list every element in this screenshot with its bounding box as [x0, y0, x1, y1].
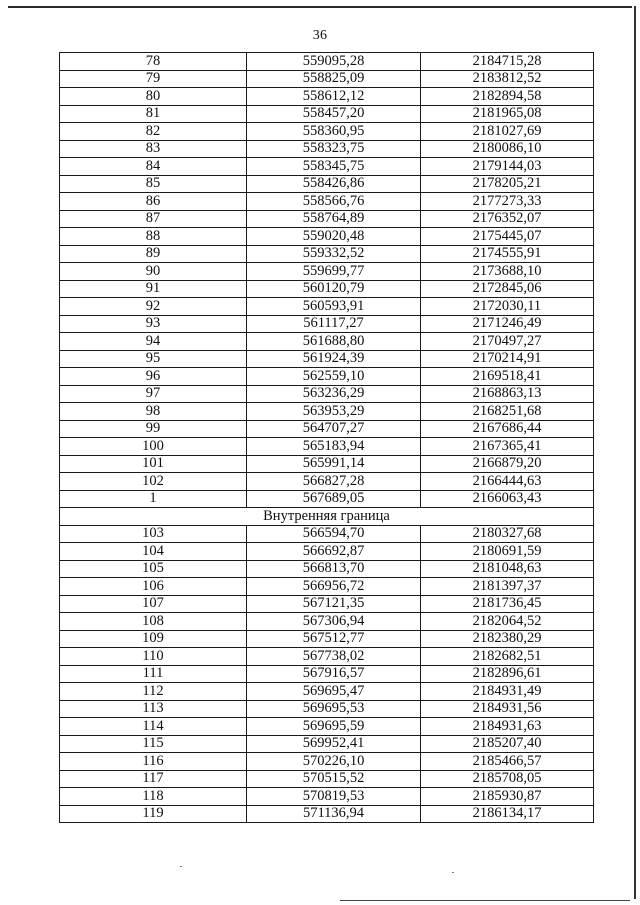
point-number-cell: 103	[60, 525, 247, 543]
y-coordinate-cell: 2169518,41	[421, 368, 594, 386]
point-number-cell: 107	[60, 595, 247, 613]
y-coordinate-cell: 2166063,43	[421, 490, 594, 508]
point-number-cell: 79	[60, 70, 247, 88]
x-coordinate-cell: 569695,47	[247, 683, 421, 701]
y-coordinate-cell: 2186134,17	[421, 805, 594, 823]
y-coordinate-cell: 2168863,13	[421, 385, 594, 403]
point-number-cell: 105	[60, 560, 247, 578]
section-header-row	[60, 508, 594, 526]
point-number-cell: 100	[60, 438, 247, 456]
point-number-cell: 86	[60, 193, 247, 211]
table-row	[60, 438, 594, 456]
point-number-cell: 116	[60, 753, 247, 771]
table-row	[60, 683, 594, 701]
x-coordinate-cell: 569695,59	[247, 718, 421, 736]
x-coordinate-cell: 569695,53	[247, 700, 421, 718]
point-number-cell: 83	[60, 140, 247, 158]
table-row	[60, 595, 594, 613]
y-coordinate-cell: 2167365,41	[421, 438, 594, 456]
x-coordinate-cell: 563236,29	[247, 385, 421, 403]
table-row	[60, 210, 594, 228]
point-number-cell: 101	[60, 455, 247, 473]
y-coordinate-cell: 2182682,51	[421, 648, 594, 666]
section-label-inner-boundary: Внутренняя граница	[60, 508, 594, 526]
y-coordinate-cell: 2184715,28	[421, 53, 594, 71]
y-coordinate-cell: 2178205,21	[421, 175, 594, 193]
table-row	[60, 700, 594, 718]
x-coordinate-cell: 570226,10	[247, 753, 421, 771]
table-row	[60, 490, 594, 508]
inner-boundary-rows	[60, 525, 594, 823]
x-coordinate-cell: 558764,89	[247, 210, 421, 228]
table-row	[60, 403, 594, 421]
point-number-cell: 114	[60, 718, 247, 736]
y-coordinate-cell: 2181965,08	[421, 105, 594, 123]
x-coordinate-cell: 564707,27	[247, 420, 421, 438]
point-number-cell: 109	[60, 630, 247, 648]
y-coordinate-cell: 2170214,91	[421, 350, 594, 368]
y-coordinate-cell: 2166444,63	[421, 473, 594, 491]
point-number-cell: 78	[60, 53, 247, 71]
point-number-cell: 102	[60, 473, 247, 491]
x-coordinate-cell: 558457,20	[247, 105, 421, 123]
scan-edge-bottom	[340, 900, 630, 901]
table-row	[60, 175, 594, 193]
table-row	[60, 228, 594, 246]
table-row	[60, 245, 594, 263]
y-coordinate-cell: 2168251,68	[421, 403, 594, 421]
x-coordinate-cell: 558345,75	[247, 158, 421, 176]
point-number-cell: 98	[60, 403, 247, 421]
table-row	[60, 385, 594, 403]
point-number-cell: 104	[60, 543, 247, 561]
scan-speck	[180, 866, 182, 867]
table-row	[60, 193, 594, 211]
y-coordinate-cell: 2182894,58	[421, 88, 594, 106]
x-coordinate-cell: 560120,79	[247, 280, 421, 298]
x-coordinate-cell: 558612,12	[247, 88, 421, 106]
x-coordinate-cell: 565183,94	[247, 438, 421, 456]
y-coordinate-cell: 2175445,07	[421, 228, 594, 246]
y-coordinate-cell: 2181048,63	[421, 560, 594, 578]
point-number-cell: 112	[60, 683, 247, 701]
outer-boundary-rows	[60, 53, 594, 508]
x-coordinate-cell: 559332,52	[247, 245, 421, 263]
y-coordinate-cell: 2181397,37	[421, 578, 594, 596]
table-row	[60, 473, 594, 491]
x-coordinate-cell: 566594,70	[247, 525, 421, 543]
y-coordinate-cell: 2172845,06	[421, 280, 594, 298]
x-coordinate-cell: 566692,87	[247, 543, 421, 561]
x-coordinate-cell: 559095,28	[247, 53, 421, 71]
y-coordinate-cell: 2185207,40	[421, 735, 594, 753]
x-coordinate-cell: 561117,27	[247, 315, 421, 333]
y-coordinate-cell: 2180086,10	[421, 140, 594, 158]
y-coordinate-cell: 2184931,49	[421, 683, 594, 701]
point-number-cell: 96	[60, 368, 247, 386]
table-row	[60, 105, 594, 123]
point-number-cell: 81	[60, 105, 247, 123]
point-number-cell: 80	[60, 88, 247, 106]
point-number-cell: 115	[60, 735, 247, 753]
point-number-cell: 82	[60, 123, 247, 141]
table-row	[60, 753, 594, 771]
y-coordinate-cell: 2181736,45	[421, 595, 594, 613]
x-coordinate-cell: 558426,86	[247, 175, 421, 193]
y-coordinate-cell: 2172030,11	[421, 298, 594, 316]
table-row	[60, 158, 594, 176]
x-coordinate-cell: 565991,14	[247, 455, 421, 473]
table-row	[60, 298, 594, 316]
table-row	[60, 70, 594, 88]
y-coordinate-cell: 2177273,33	[421, 193, 594, 211]
table-row	[60, 123, 594, 141]
point-number-cell: 118	[60, 788, 247, 806]
x-coordinate-cell: 558360,95	[247, 123, 421, 141]
x-coordinate-cell: 569952,41	[247, 735, 421, 753]
table-row	[60, 718, 594, 736]
y-coordinate-cell: 2181027,69	[421, 123, 594, 141]
table-row	[60, 788, 594, 806]
page-number: 36	[312, 28, 328, 43]
section-header-row-group	[60, 508, 594, 526]
table-row	[60, 648, 594, 666]
y-coordinate-cell: 2180691,59	[421, 543, 594, 561]
point-number-cell: 92	[60, 298, 247, 316]
y-coordinate-cell: 2167686,44	[421, 420, 594, 438]
y-coordinate-cell: 2182380,29	[421, 630, 594, 648]
x-coordinate-cell: 566956,72	[247, 578, 421, 596]
table-row	[60, 560, 594, 578]
y-coordinate-cell: 2176352,07	[421, 210, 594, 228]
point-number-cell: 88	[60, 228, 247, 246]
table-row	[60, 805, 594, 823]
table-row	[60, 140, 594, 158]
point-number-cell: 87	[60, 210, 247, 228]
y-coordinate-cell: 2183812,52	[421, 70, 594, 88]
table-row	[60, 578, 594, 596]
point-number-cell: 93	[60, 315, 247, 333]
point-number-cell: 94	[60, 333, 247, 351]
x-coordinate-cell: 567738,02	[247, 648, 421, 666]
table-row	[60, 630, 594, 648]
x-coordinate-cell: 561688,80	[247, 333, 421, 351]
x-coordinate-cell: 558566,76	[247, 193, 421, 211]
x-coordinate-cell: 570515,52	[247, 770, 421, 788]
x-coordinate-cell: 560593,91	[247, 298, 421, 316]
coordinates-table	[59, 52, 594, 823]
x-coordinate-cell: 567916,57	[247, 665, 421, 683]
x-coordinate-cell: 571136,94	[247, 805, 421, 823]
table-row	[60, 88, 594, 106]
scan-edge-top	[8, 6, 632, 8]
y-coordinate-cell: 2174555,91	[421, 245, 594, 263]
x-coordinate-cell: 567121,35	[247, 595, 421, 613]
x-coordinate-cell: 559020,48	[247, 228, 421, 246]
y-coordinate-cell: 2185930,87	[421, 788, 594, 806]
y-coordinate-cell: 2182064,52	[421, 613, 594, 631]
x-coordinate-cell: 566827,28	[247, 473, 421, 491]
point-number-cell: 108	[60, 613, 247, 631]
y-coordinate-cell: 2171246,49	[421, 315, 594, 333]
x-coordinate-cell: 567689,05	[247, 490, 421, 508]
x-coordinate-cell: 570819,53	[247, 788, 421, 806]
table-row	[60, 525, 594, 543]
x-coordinate-cell: 567512,77	[247, 630, 421, 648]
x-coordinate-cell: 561924,39	[247, 350, 421, 368]
x-coordinate-cell: 563953,29	[247, 403, 421, 421]
table-row	[60, 263, 594, 281]
table-row	[60, 315, 594, 333]
point-number-cell: 110	[60, 648, 247, 666]
point-number-cell: 99	[60, 420, 247, 438]
x-coordinate-cell: 566813,70	[247, 560, 421, 578]
table-row	[60, 350, 594, 368]
table-row	[60, 455, 594, 473]
y-coordinate-cell: 2185466,57	[421, 753, 594, 771]
point-number-cell: 90	[60, 263, 247, 281]
point-number-cell: 97	[60, 385, 247, 403]
point-number-cell: 111	[60, 665, 247, 683]
point-number-cell: 84	[60, 158, 247, 176]
y-coordinate-cell: 2182896,61	[421, 665, 594, 683]
table-row	[60, 770, 594, 788]
y-coordinate-cell: 2179144,03	[421, 158, 594, 176]
point-number-cell: 85	[60, 175, 247, 193]
table-row	[60, 368, 594, 386]
table-row	[60, 735, 594, 753]
point-number-cell: 95	[60, 350, 247, 368]
table-row	[60, 53, 594, 71]
point-number-cell: 113	[60, 700, 247, 718]
y-coordinate-cell: 2166879,20	[421, 455, 594, 473]
x-coordinate-cell: 559699,77	[247, 263, 421, 281]
x-coordinate-cell: 558825,09	[247, 70, 421, 88]
table-row	[60, 665, 594, 683]
y-coordinate-cell: 2184931,63	[421, 718, 594, 736]
point-number-cell: 89	[60, 245, 247, 263]
table-row	[60, 613, 594, 631]
y-coordinate-cell: 2185708,05	[421, 770, 594, 788]
x-coordinate-cell: 558323,75	[247, 140, 421, 158]
point-number-cell: 117	[60, 770, 247, 788]
table-row	[60, 333, 594, 351]
y-coordinate-cell: 2180327,68	[421, 525, 594, 543]
y-coordinate-cell: 2184931,56	[421, 700, 594, 718]
point-number-cell: 91	[60, 280, 247, 298]
y-coordinate-cell: 2173688,10	[421, 263, 594, 281]
scan-speck	[452, 872, 454, 873]
table-row	[60, 280, 594, 298]
y-coordinate-cell: 2170497,27	[421, 333, 594, 351]
table-row	[60, 420, 594, 438]
table-row	[60, 543, 594, 561]
scan-edge-right	[634, 6, 636, 899]
point-number-cell: 106	[60, 578, 247, 596]
point-number-cell: 119	[60, 805, 247, 823]
x-coordinate-cell: 562559,10	[247, 368, 421, 386]
x-coordinate-cell: 567306,94	[247, 613, 421, 631]
point-number-cell: 1	[60, 490, 247, 508]
